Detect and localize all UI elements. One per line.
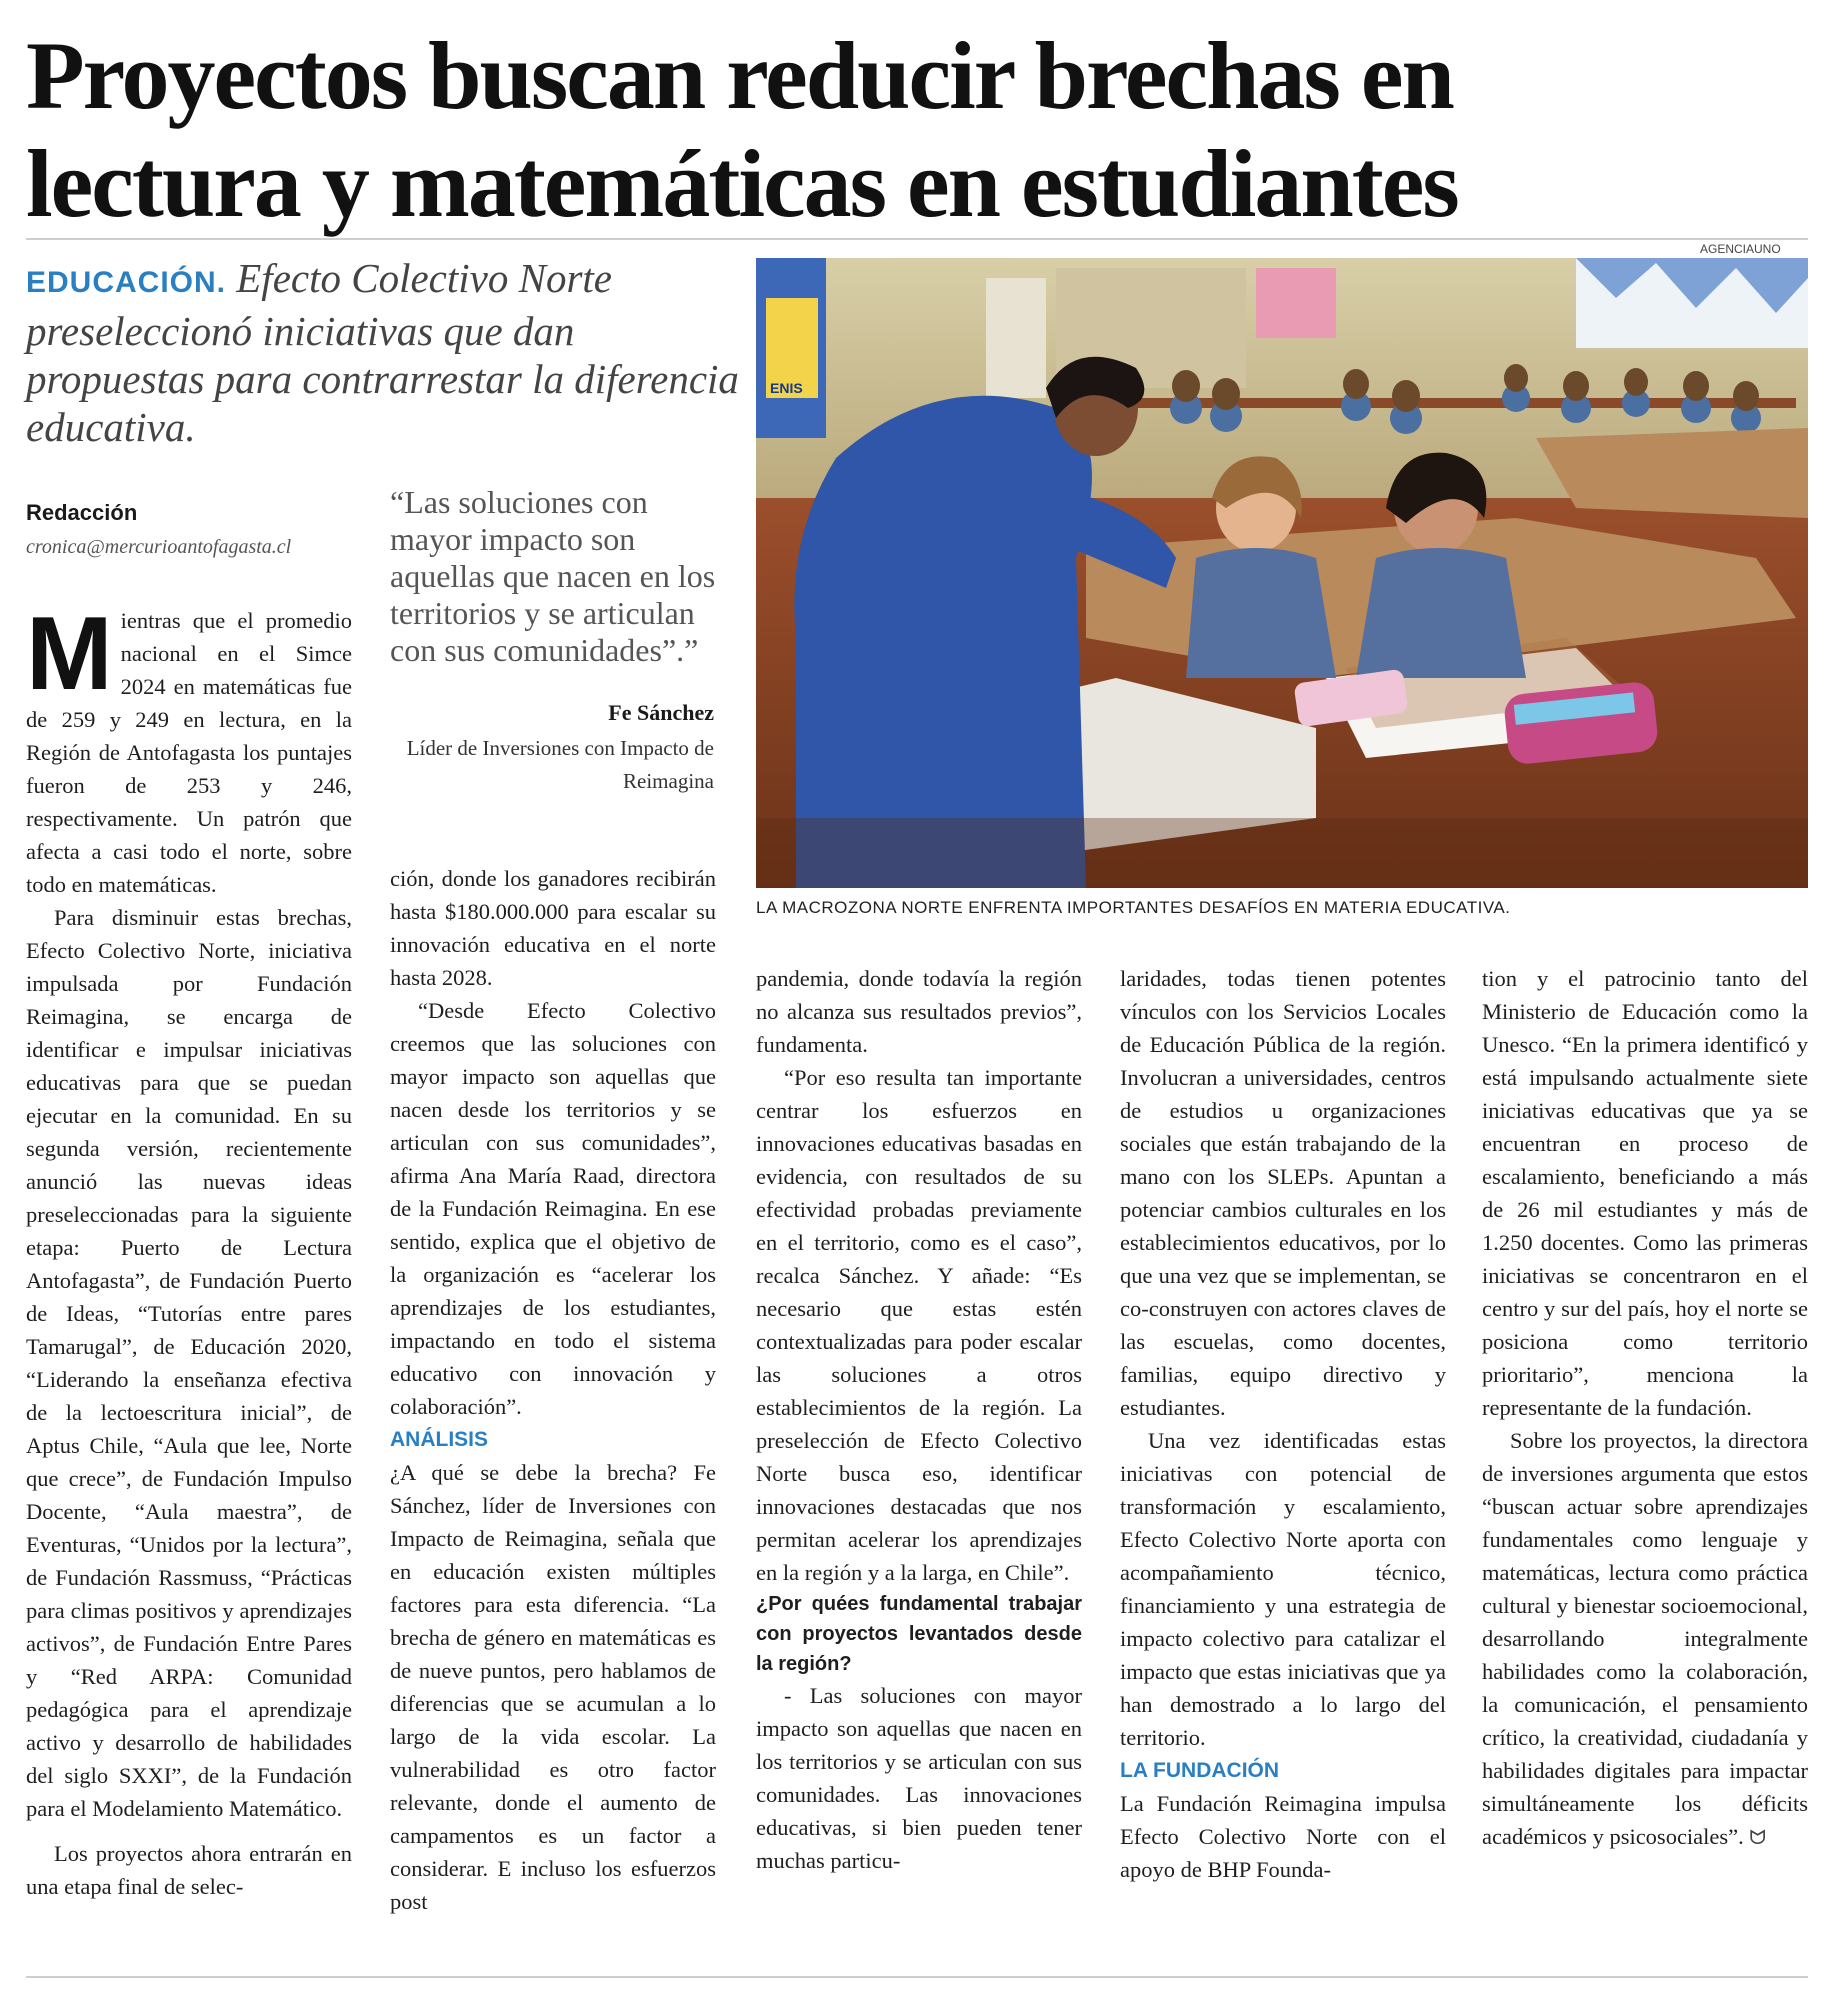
- paragraph: La Fundación Reimagina impulsa Efecto Colectivo Norte con el apoyo de BHP Founda-: [1120, 1791, 1446, 1882]
- section-heading-fundacion: LA FUNDACIÓN: [1120, 1759, 1280, 1782]
- bottom-rule: [26, 1976, 1808, 1978]
- headline-line-2: lectura y matemáticas en estudiantes: [26, 130, 1458, 237]
- paragraph-text: ientras que el promedio nacional en el Simce 2024 en matemáticas fue de 259 y 249 en lectura, en la Región de Antofagasta los puntajes fueron de 253 y 246, respectivamente. Un patrón que afecta a casi todo el norte, sobre todo en matemáticas.: [26, 608, 352, 897]
- paragraph: [26, 596, 352, 901]
- byline-email[interactable]: cronica@mercurioantofagasta.cl: [26, 536, 292, 558]
- paragraph: laridades, todas tienen potentes vínculos con los Servicios Locales de Educación Pública de la región. Involucran a universidades, centros de estudios u organizaciones sociales que están trabajando de la mano con los SLEPs. Apuntan a potenciar cambios culturales en los establecimientos educativos, por lo que una vez que se implementan, se co-construyen con actores claves de las escuelas, como docentes, familias, equipo directivo y estudiantes.: [1120, 966, 1446, 1420]
- interview-question: ¿Por quées fundamental trabajar con proyectos levantados desde la región?: [756, 1593, 1082, 1675]
- headline-line-1: Proyectos buscan reducir brechas en: [26, 22, 1453, 129]
- headline-rule: [26, 238, 1808, 240]
- photo-credit: AGENCIAUNO: [1700, 242, 1781, 256]
- paragraph: ¿A qué se debe la brecha? Fe Sánchez, líder de Inversiones con Impacto de Reimagina, señala que en educación existen múltiples factores para esta diferencia. “La brecha de género en matemáticas es de nueve puntos, pero hablamos de diferencias que se acumulan a lo largo de la vida escolar. La vulnerabilidad es otro factor relevante, donde el aumento de campamentos es un factor a considerar. E incluso los esfuerzos post: [390, 1460, 716, 1914]
- paragraph: “Por eso resulta tan importante centrar los esfuerzos en innovaciones educativas basadas en evidencia, con resultados de su efectividad probadas previamente en el territorio, como es el caso”, recalca Sánchez. Y añade: “Es necesario que estas estén contextualizadas para poder escalar las soluciones a otros establecimientos de la región. La preselección de Efecto Colectivo Norte busca eso, identificar innovaciones destacadas que nos permitan acelerar los aprendizajes en la región y a la larga, en Chile”.: [756, 1065, 1082, 1585]
- paragraph: pandemia, donde todavía la región no alcanza sus resultados previos”, fundamenta.: [756, 966, 1082, 1057]
- headline: [26, 22, 1806, 238]
- column-3: [756, 962, 1082, 1877]
- wall-poster-text: ENIS: [770, 380, 803, 396]
- byline-author: Redacción: [26, 500, 138, 525]
- section-tag: EDUCACIÓN.: [26, 266, 227, 299]
- paragraph: tion y el patrocinio tanto del Ministerio de Educación como la Unesco. “En la primera identificó y está impulsando actualmente siete iniciativas educativas que ya se encuentran en proceso de escalamiento, beneficiando a más de 26 mil estudiantes y más de 1.250 docentes. Como las primeras iniciativas se concentraron en el centro y sur del país, hoy el norte se posiciona como territorio prioritario”, menciona la representante de la fundación.: [1482, 966, 1808, 1420]
- lead-text: Efecto Colectivo Norte preseleccionó iniciativas que dan propuestas para contrarrestar la diferencia educativa.: [26, 255, 739, 450]
- paragraph-text: Sobre los proyectos, la directora de inversiones argumenta que estos “buscan actuar sobre aprendizajes fundamentales como lenguaje y matemáticas, lectura como práctica cultural y bienestar socioemocional, desarrollando integralmente habilidades como la colaboración, la comunicación, el pensamiento crítico, la creatividad, ciudadanía y habilidades digitales para impactar simultáneamente los déficits académicos y psicosociales”.: [1482, 1428, 1808, 1849]
- paragraph: [1482, 1424, 1808, 1855]
- section-heading-analisis: ANÁLISIS: [390, 1428, 489, 1451]
- paragraph: ción, donde los ganadores recibirán hasta $180.000.000 para escalar su innovación educativa en el norte hasta 2028.: [390, 866, 716, 990]
- paragraph: Los proyectos ahora entrarán en una etapa final de selec-: [26, 1841, 352, 1899]
- pull-quote-name: Fe Sánchez: [608, 700, 714, 725]
- pull-quote-role: Líder de Inversiones con Impacto de Reimagina: [406, 736, 714, 793]
- paragraph: Para disminuir estas brechas, Efecto Colectivo Norte, iniciativa impulsada por Fundación Reimagina, se encarga de identificar e impulsar iniciativas educativas para que se puedan ejecutar en la comunidad. En su segunda versión, recientemente anunció las nuevas ideas preseleccionadas para la siguiente etapa: Puerto de Lectura Antofagasta”, de Fundación Puerto de Ideas, “Tutorías entre pares Tamarugal”, de Educación 2020, “Liderando la enseñanza efectiva de la lectoescritura inicial”, de Aptus Chile, “Aula que lee, Norte que crece”, de Fundación Impulso Docente, “Aula maestra”, de Eventuras, “Unidos por la lectura”, de Fundación Rassmuss, “Prácticas para climas positivos y aprendizajes activos”, de Fundación Entre Pares y “Red ARPA: Comunidad pedagógica para el aprendizaje activo y desarrollo de habilidades del siglo SXXI”, de la Fundación para el Modelamiento Matemático.: [26, 905, 352, 1821]
- lead-paragraph: [26, 254, 746, 451]
- drop-cap: M: [26, 596, 113, 712]
- end-of-article-icon: ᗢ: [1749, 1827, 1767, 1849]
- column-5: [1482, 962, 1808, 1855]
- column-2: [390, 862, 716, 1918]
- photo-caption: LA MACROZONA NORTE ENFRENTA IMPORTANTES DESAFÍOS EN MATERIA EDUCATIVA.: [756, 898, 1511, 917]
- column-4: [1120, 962, 1446, 1886]
- paragraph: “Desde Efecto Colectivo creemos que las soluciones con mayor impacto son aquellas que nacen desde los territorios y se articulan con sus comunidades”, afirma Ana María Raad, directora de la Fundación Reimagina. En ese sentido, explica que el objetivo de la organización es “acelerar los aprendizajes de los estudiantes, impactando en todo el sistema educativo con innovación y colaboración”.: [390, 998, 716, 1419]
- column-1: [26, 596, 352, 1903]
- paragraph: Una vez identificadas estas iniciativas con potencial de transformación y escalamiento, Efecto Colectivo Norte aporta con acompañamiento técnico, financiamiento y una estrategia de impacto colectivo para catalizar el impacto que estas iniciativas que ya han demostrado a lo largo del territorio.: [1120, 1428, 1446, 1750]
- paragraph: - Las soluciones con mayor impacto son aquellas que nacen en los territorios y se articulan con sus comunidades. Las innovaciones educativas, si bien pueden tener muchas particu-: [756, 1683, 1082, 1873]
- classroom-illustration: [756, 258, 1808, 888]
- classroom-photo: [756, 258, 1808, 888]
- pull-quote: “Las soluciones con mayor impacto son aquellas que nacen en los territorios y se articulan con sus comunidades”.”: [390, 484, 716, 668]
